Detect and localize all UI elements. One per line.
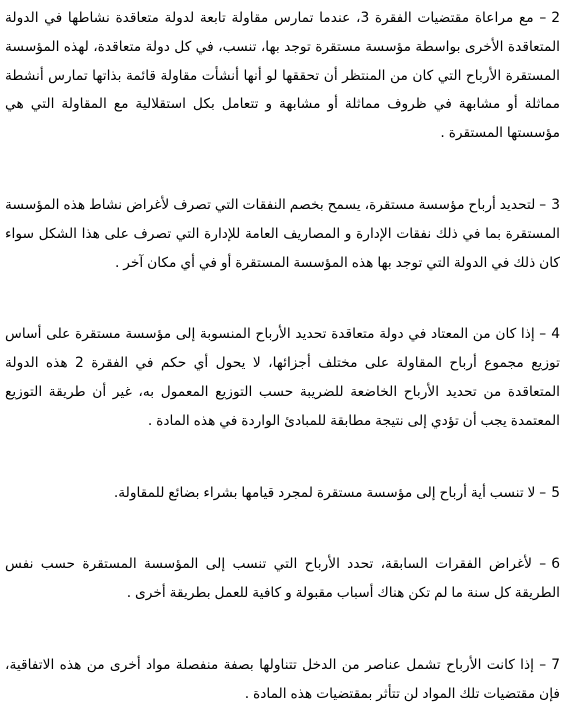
paragraph-number: 7	[551, 656, 560, 673]
paragraph-7	[5, 651, 560, 709]
paragraph-text: – إذا كانت الأرباح تشمل عناصر من الدخل تتناولها بصفة منفصلة مواد أخرى من هذه الاتفاقية، فإن مقتضيات تلك المواد لن تتأثر بمقتضيات هذه المادة .	[5, 656, 560, 702]
paragraph-3	[5, 191, 560, 277]
paragraph-number: 4	[551, 326, 560, 343]
paragraph-text: – لتحديد أرباح مؤسسة مستقرة، يسمح بخصم النفقات التي تصرف لأغراض نشاط هذه المؤسسة المستقرة بما في ذلك نفقات الإدارة و المصاريف العامة للإدارة التي تصرف على هذا الشكل سواء كان ذلك في الدولة التي توجد بها هذه المؤسسة المستقرة أو في أي مكان آخر .	[5, 196, 560, 271]
paragraph-number: 5	[551, 484, 560, 501]
paragraph-text: – إذا كان من المعتاد في دولة متعاقدة تحديد الأرباح المنسوبة إلى مؤسسة مستقرة على أساس توزيع مجموع أرباح المقاولة على مختلف أجزائها، لا يحول أي حكم في الفقرة 2 هذه الدولة المتعاقدة من تحديد الأرباح الخاضعة للضريبة حسب التوزيع المعمول به، غير أن طريقة التوزيع المعتمدة يجب أن تؤدي إلى نتيجة مطابقة للمبادئ الواردة في هذه المادة .	[5, 326, 561, 429]
paragraph-text: – مع مراعاة مقتضيات الفقرة 3، عندما تمارس مقاولة تابعة لدولة متعاقدة نشاطها في الدولة المتعاقدة الأخرى بواسطة مؤسسة مستقرة توجد بها، تنسب، في كل دولة متعاقدة، لهذه المؤسسة المستقرة الأرباح التي كان من المنتظر أن تحققها لو أنها أنشأت مقاولة قائمة بذاتها تمارس أنشطة مماثلة أو مشابهة في ظروف مماثلة أو مشابهة و تتعامل بكل استقلالية مع المقاولة التي هي مؤسستها المستقرة .	[5, 10, 560, 142]
paragraph-text: – لأغراض الفقرات السابقة، تحدد الأرباح التي تنسب إلى المؤسسة المستقرة حسب نفس الطريقة كل سنة ما لم تكن هناك أسباب مقبولة و كافية للعمل بطريقة أخرى .	[5, 556, 560, 602]
paragraph-4	[5, 320, 560, 435]
paragraph-number: 6	[551, 556, 560, 573]
paragraph-6	[5, 550, 560, 608]
paragraph-text: – لا تنسب أية أرباح إلى مؤسسة مستقرة لمجرد قيامها بشراء بضائع للمقاولة.	[113, 484, 547, 501]
paragraph-number: 3	[551, 196, 560, 213]
paragraph-number: 2	[551, 10, 560, 26]
paragraph-2	[5, 4, 560, 148]
paragraph-5	[5, 479, 560, 508]
